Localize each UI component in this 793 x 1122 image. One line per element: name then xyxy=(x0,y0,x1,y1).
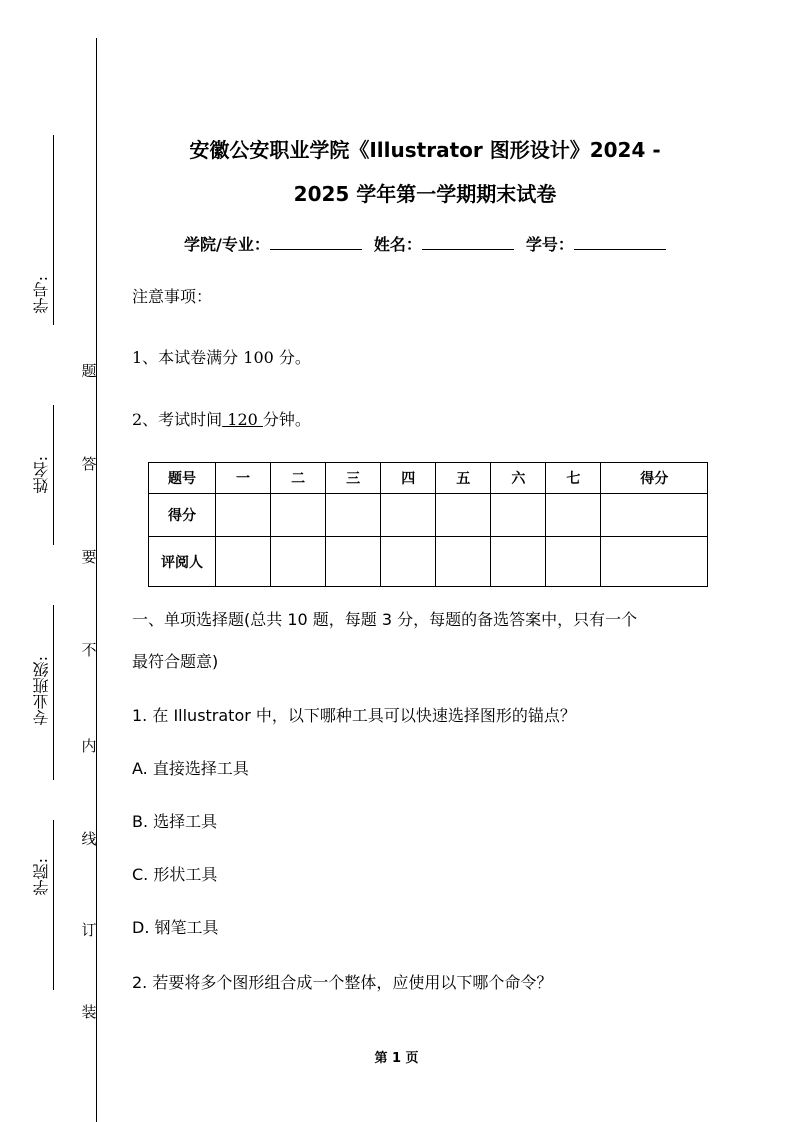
seal-char: 不 xyxy=(81,641,97,659)
score-table-header: 六 xyxy=(491,463,546,494)
margin-label-college: 学院: xyxy=(32,858,51,896)
score-table-header: 五 xyxy=(436,463,491,494)
score-cell[interactable] xyxy=(601,494,708,537)
seal-char: 内 xyxy=(81,737,97,755)
note-item-1: 1、本试卷满分 100 分。 xyxy=(132,348,311,367)
score-table-header-row xyxy=(149,463,708,494)
seal-char: 线 xyxy=(81,830,97,848)
name-label: 姓名： xyxy=(373,235,422,254)
binding-line xyxy=(96,38,97,1122)
note-item-2-suffix: 分钟。 xyxy=(262,410,311,429)
reviewer-cell[interactable] xyxy=(436,537,491,587)
score-table-row-score xyxy=(149,494,708,537)
section-1-heading-line-1: 一、单项选择题(总共 10 题，每题 3 分，每题的备选答案中，只有一个 xyxy=(132,610,638,629)
score-table xyxy=(148,462,708,587)
exam-duration: 120 xyxy=(222,410,263,429)
seal-char: 答 xyxy=(81,455,97,473)
reviewer-cell[interactable] xyxy=(326,537,381,587)
score-table-row-reviewer xyxy=(149,537,708,587)
page-number: 第 1 页 xyxy=(374,1051,419,1066)
reviewer-cell[interactable] xyxy=(216,537,271,587)
college-major-blank[interactable] xyxy=(270,235,362,250)
student-info-row xyxy=(120,232,730,255)
seal-char: 要 xyxy=(81,548,97,566)
question-1-option-a[interactable]: A. 直接选择工具 xyxy=(132,759,249,778)
reviewer-cell[interactable] xyxy=(381,537,436,587)
score-cell[interactable] xyxy=(216,494,271,537)
score-table-header: 四 xyxy=(381,463,436,494)
seal-char: 题 xyxy=(81,362,97,380)
section-1-heading-line-2: 最符合题意) xyxy=(132,652,219,671)
note-item-2 xyxy=(132,409,311,431)
question-1-option-c[interactable]: C. 形状工具 xyxy=(132,865,218,884)
question-2-stem: 2. 若要将多个图形组合成一个整体，应使用以下哪个命令？ xyxy=(132,973,553,992)
reviewer-row-label: 评阅人 xyxy=(149,537,216,587)
student-id-label: 学号： xyxy=(525,235,574,254)
score-table-header: 三 xyxy=(326,463,381,494)
notes-heading: 注意事项： xyxy=(132,287,213,306)
margin-label-name: 姓名: xyxy=(32,456,51,494)
seal-char: 订 xyxy=(81,921,97,939)
exam-title-line-2: 2025 学年第一学期期末试卷 xyxy=(293,182,557,206)
note-item-2-prefix: 2、考试时间 xyxy=(132,410,223,429)
score-cell[interactable] xyxy=(326,494,381,537)
score-cell[interactable] xyxy=(381,494,436,537)
question-1-option-d[interactable]: D. 钢笔工具 xyxy=(132,918,219,937)
reviewer-cell[interactable] xyxy=(601,537,708,587)
score-table-header: 七 xyxy=(546,463,601,494)
score-cell[interactable] xyxy=(271,494,326,537)
score-table-header: 二 xyxy=(271,463,326,494)
seal-char: 装 xyxy=(81,1003,97,1021)
score-table-header: 题号 xyxy=(149,463,216,494)
score-cell[interactable] xyxy=(436,494,491,537)
student-id-blank[interactable] xyxy=(574,235,666,250)
score-row-label: 得分 xyxy=(149,494,216,537)
question-1-option-b[interactable]: B. 选择工具 xyxy=(132,812,218,831)
score-table-header: 得分 xyxy=(601,463,708,494)
exam-title-line-1: 安徽公安职业学院《Illustrator 图形设计》2024 - xyxy=(189,138,661,162)
name-blank[interactable] xyxy=(422,235,514,250)
score-table-header: 一 xyxy=(216,463,271,494)
college-underline xyxy=(53,820,54,990)
reviewer-cell[interactable] xyxy=(546,537,601,587)
reviewer-cell[interactable] xyxy=(491,537,546,587)
score-cell[interactable] xyxy=(491,494,546,537)
margin-label-student-id: 学号: xyxy=(32,276,51,314)
score-cell[interactable] xyxy=(546,494,601,537)
question-1-stem: 1. 在 Illustrator 中，以下哪种工具可以快速选择图形的锚点？ xyxy=(132,706,576,725)
reviewer-cell[interactable] xyxy=(271,537,326,587)
margin-label-class: 专业班级: xyxy=(32,656,51,726)
college-major-label: 学院/专业： xyxy=(184,235,270,254)
